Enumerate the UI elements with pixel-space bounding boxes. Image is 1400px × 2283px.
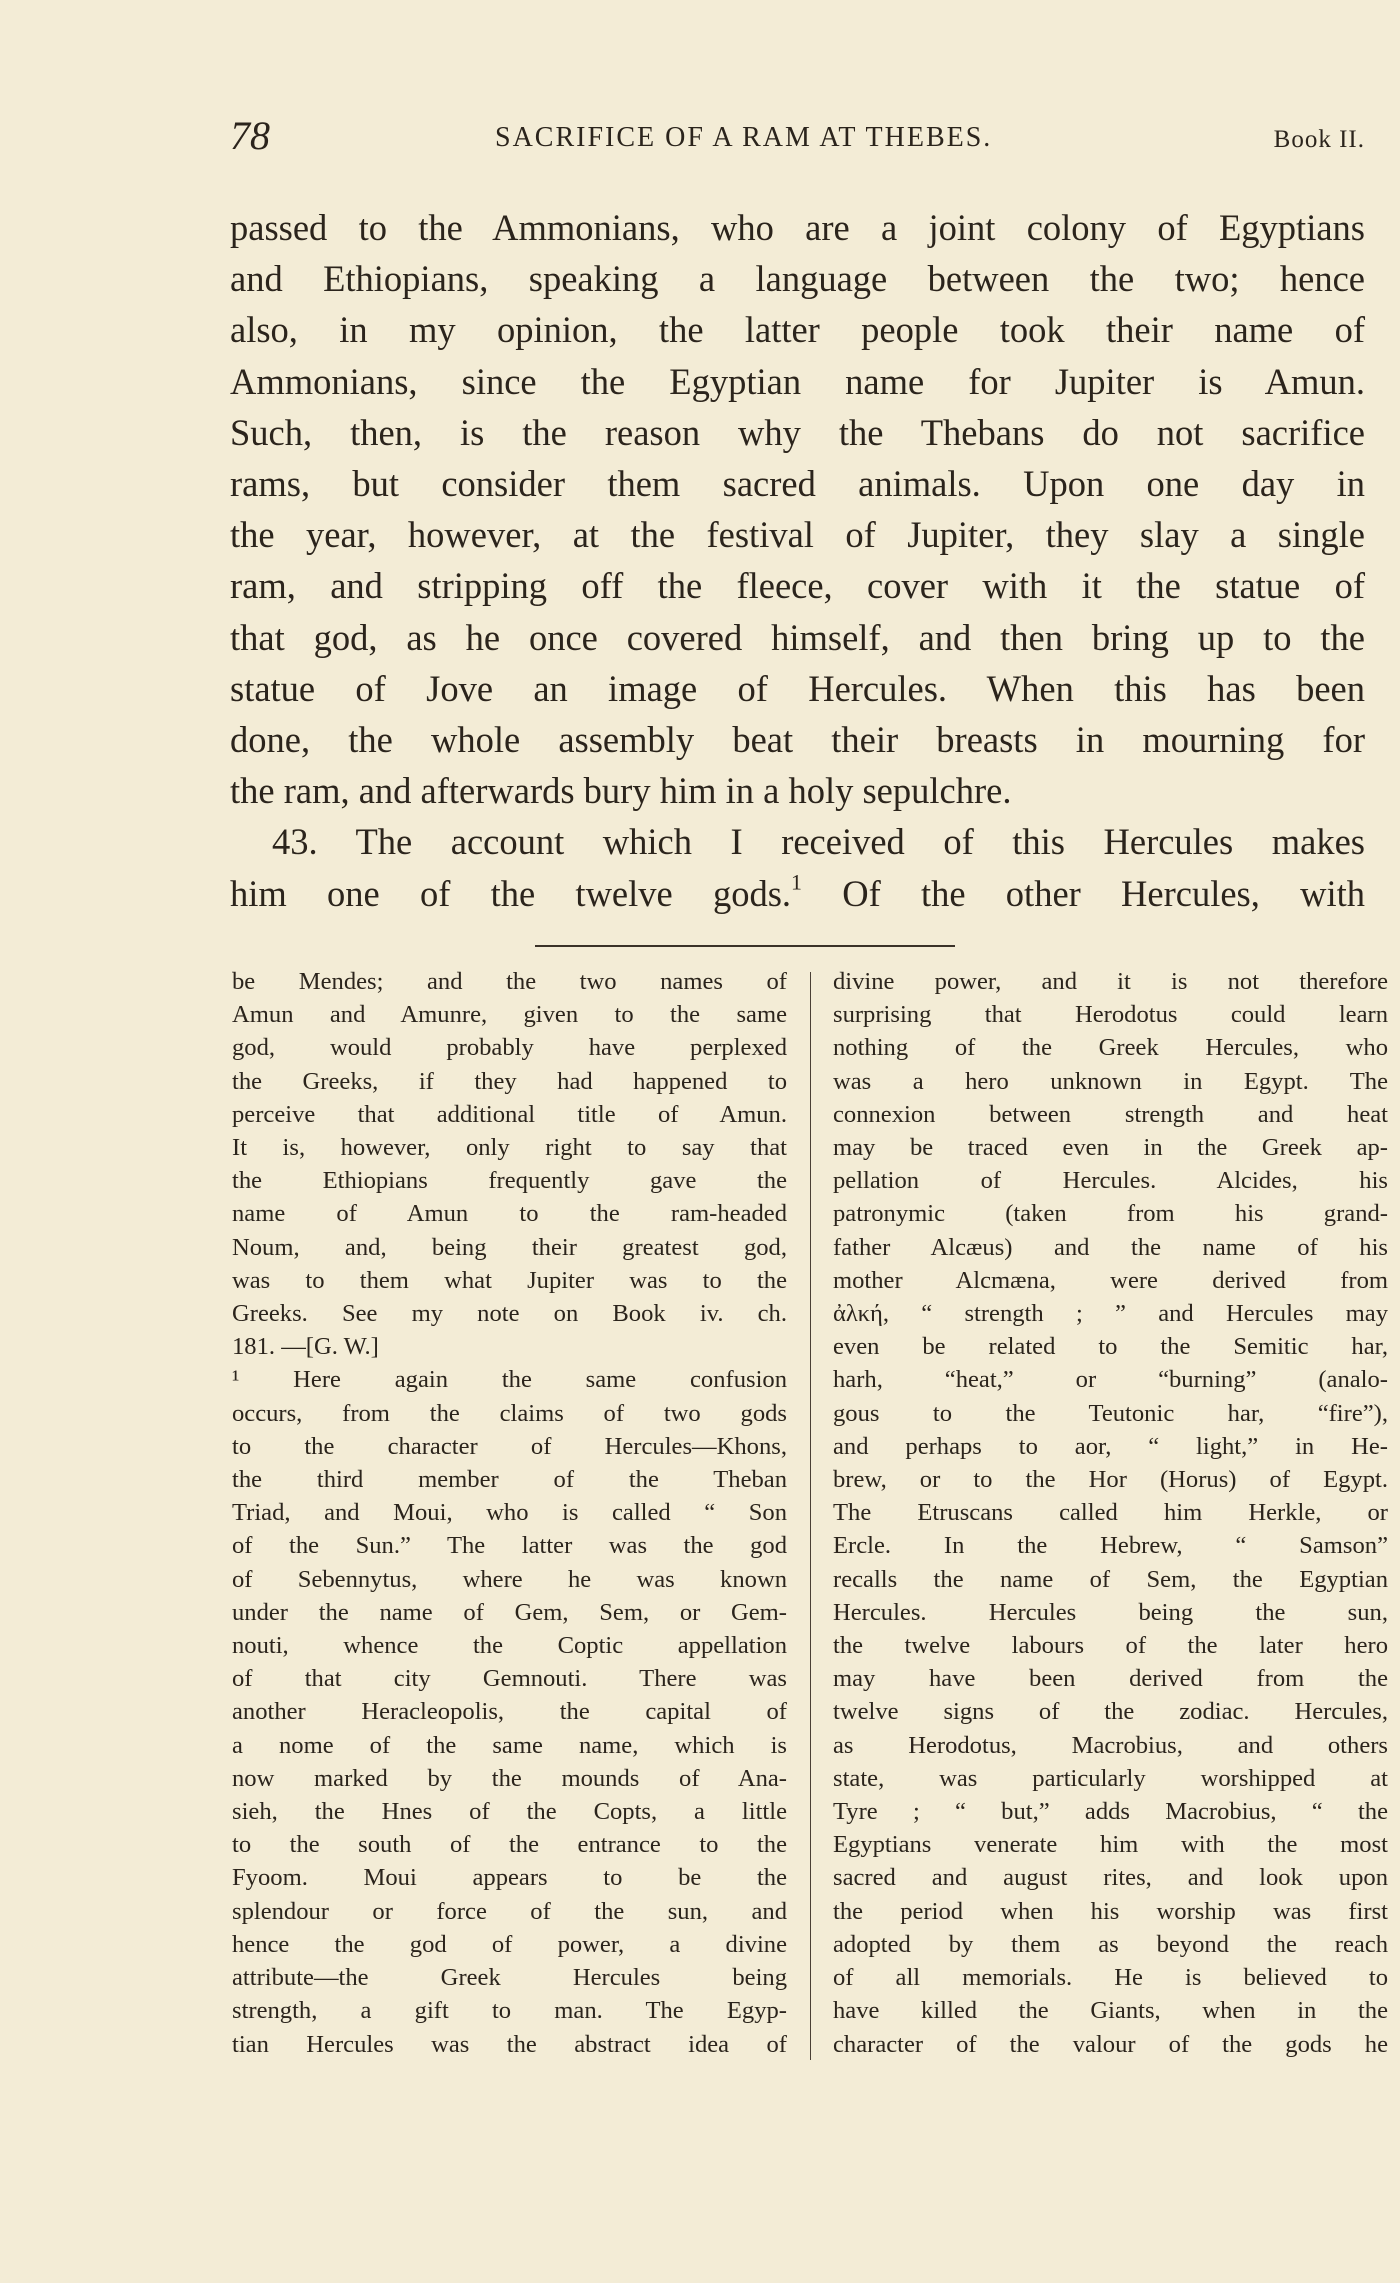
book-label: Book II.: [1273, 126, 1365, 153]
text-segment: him one of the twelve gods.: [230, 872, 792, 914]
footnote-line: brew, or to the Hor (Horus) of Egypt.: [833, 1466, 1388, 1494]
footnotes-right-column: [833, 965, 1388, 2061]
footnote-line: Amun and Amunre, given to the same: [232, 1001, 787, 1029]
footnote-line: splendour or force of the sun, and: [232, 1897, 787, 1925]
footnote-line: as Herodotus, Macrobius, and others: [833, 1731, 1388, 1759]
footnote-line: may be traced even in the Greek ap-: [833, 1134, 1388, 1162]
footnote-line: The Etruscans called him Herkle, or: [833, 1499, 1388, 1527]
footnote-line: connexion between strength and heat: [833, 1100, 1388, 1128]
footnote-line: patronymic (taken from his grand-: [833, 1200, 1388, 1228]
footnote-line: even be related to the Semitic har,: [833, 1333, 1388, 1361]
footnote-line: hence the god of power, a divine: [232, 1930, 787, 1958]
page-number: 78: [230, 113, 270, 158]
footnote-line: It is, however, only right to say that: [232, 1134, 787, 1162]
footnote-reference: 1: [791, 869, 802, 895]
main-text: [230, 202, 1365, 919]
text-line: the year, however, at the festival of Jupiter, they slay a single: [230, 514, 1365, 556]
footnote-line: Triad, and Moui, who is called “ Son: [232, 1499, 787, 1527]
page-header: [230, 112, 1365, 162]
footnote-line: the period when his worship was first: [833, 1897, 1388, 1925]
section-43-second-line: [230, 868, 1365, 919]
footnote-line: the third member of the Theban: [232, 1466, 787, 1494]
text-line: statue of Jove an image of Hercules. When this has been: [230, 667, 1365, 709]
footnote-line: be Mendes; and the two names of: [232, 968, 787, 995]
footnote-line: strength, a gift to man. The Egyp-: [232, 1997, 787, 2025]
footnote-line: nothing of the Greek Hercules, who: [833, 1034, 1388, 1062]
footnote-line: and perhaps to aor, “ light,” in He-: [833, 1432, 1388, 1460]
footnote-line: Noum, and, being their greatest god,: [232, 1233, 787, 1261]
footnote-line: Hercules. Hercules being the sun,: [833, 1598, 1388, 1626]
footnote-line: to the south of the entrance to the: [232, 1831, 787, 1859]
footnote-line: surprising that Herodotus could learn: [833, 1001, 1388, 1029]
footnote-line: twelve signs of the zodiac. Hercules,: [833, 1698, 1388, 1726]
text-line: done, the whole assembly beat their breasts in mourning for: [230, 719, 1365, 761]
footnote-line: have killed the Giants, when in the: [833, 1997, 1388, 2025]
footnote-line: of all memorials. He is believed to: [833, 1964, 1388, 1992]
footnote-rule: [535, 945, 955, 947]
footnote-line: attribute—the Greek Hercules being: [232, 1964, 787, 1992]
footnote-line: harh, “heat,” or “burning” (analo-: [833, 1366, 1388, 1394]
footnote-line: now marked by the mounds of Ana-: [232, 1764, 787, 1792]
footnotes-left-column: [232, 965, 787, 2061]
footnote-line: Ercle. In the Hebrew, “ Samson”: [833, 1532, 1388, 1560]
running-title: SACRIFICE OF A RAM AT THEBES.: [495, 122, 993, 153]
footnote-line: Egyptians venerate him with the most: [833, 1831, 1388, 1859]
text-line: also, in my opinion, the latter people took their name of: [230, 309, 1365, 351]
footnote-line: another Heracleopolis, the capital of: [232, 1698, 787, 1726]
footnote-line: god, would probably have perplexed: [232, 1034, 787, 1062]
footnote-line: of Sebennytus, where he was known: [232, 1565, 787, 1593]
footnote-line: was a hero unknown in Egypt. The: [833, 1067, 1388, 1095]
footnote-line: ¹ Here again the same confusion: [232, 1366, 787, 1394]
footnote-line: state, was particularly worshipped at: [833, 1764, 1388, 1792]
footnote-line: the Greeks, if they had happened to: [232, 1067, 787, 1095]
footnote-line: the Ethiopians frequently gave the: [232, 1167, 787, 1195]
footnote-line: Fyoom. Moui appears to be the: [232, 1864, 787, 1892]
footnote-line: tian Hercules was the abstract idea of: [232, 2030, 787, 2058]
text-line: the ram, and afterwards bury him in a holy sepulchre.: [230, 770, 1012, 812]
footnote-line: character of the valour of the gods he: [833, 2030, 1388, 2058]
footnote-line: to the character of Hercules—Khons,: [232, 1432, 787, 1460]
footnote-line: of the Sun.” The latter was the god: [232, 1532, 787, 1560]
footnote-line: ἀλκή, “ strength ; ” and Hercules may: [833, 1300, 1388, 1328]
footnote-line: sacred and august rites, and look upon: [833, 1864, 1388, 1892]
footnote-line: 181. —[G. W.]: [232, 1333, 379, 1361]
footnote-line: adopted by them as beyond the reach: [833, 1930, 1388, 1958]
text-line: passed to the Ammonians, who are a joint colony of Egyptians: [230, 207, 1365, 248]
text-line: and Ethiopians, speaking a language between the two; hence: [230, 258, 1365, 300]
footnote-line: nouti, whence the Coptic appellation: [232, 1632, 787, 1660]
footnote-line: Greeks. See my note on Book iv. ch.: [232, 1300, 787, 1328]
column-divider: [810, 972, 811, 2060]
footnote-line: the twelve labours of the later hero: [833, 1632, 1388, 1660]
text-line: rams, but consider them sacred animals. Upon one day in: [230, 463, 1365, 505]
footnote-line: mother Alcmæna, were derived from: [833, 1266, 1388, 1294]
footnote-line: perceive that additional title of Amun.: [232, 1100, 787, 1128]
footnote-line: occurs, from the claims of two gods: [232, 1399, 787, 1427]
footnote-line: was to them what Jupiter was to the: [232, 1266, 787, 1294]
text-line: Ammonians, since the Egyptian name for Jupiter is Amun.: [230, 360, 1365, 402]
footnote-line: divine power, and it is not therefore: [833, 968, 1388, 995]
footnote-line: pellation of Hercules. Alcides, his: [833, 1167, 1388, 1195]
text-line: that god, as he once covered himself, and then bring up to the: [230, 616, 1365, 658]
footnote-line: under the name of Gem, Sem, or Gem-: [232, 1598, 787, 1626]
text-line: ram, and stripping off the fleece, cover with it the statue of: [230, 565, 1365, 607]
footnote-line: may have been derived from the: [833, 1665, 1388, 1693]
footnote-line: name of Amun to the ram-headed: [232, 1200, 787, 1228]
footnote-line: gous to the Teutonic har, “fire”),: [833, 1399, 1388, 1427]
footnote-line: a nome of the same name, which is: [232, 1731, 787, 1759]
footnote-line: of that city Gemnouti. There was: [232, 1665, 787, 1693]
text-segment: Of the other Hercules, with: [801, 872, 1365, 914]
footnote-line: sieh, the Hnes of the Copts, a little: [232, 1798, 787, 1826]
section-43-first-line: 43. The account which I received of this Hercules makes: [272, 821, 1365, 863]
text-line: Such, then, is the reason why the Thebans do not sacrifice: [230, 411, 1365, 453]
footnote-line: Tyre ; “ but,” adds Macrobius, “ the: [833, 1798, 1388, 1826]
footnote-line: recalls the name of Sem, the Egyptian: [833, 1565, 1388, 1593]
footnote-line: father Alcæus) and the name of his: [833, 1233, 1388, 1261]
